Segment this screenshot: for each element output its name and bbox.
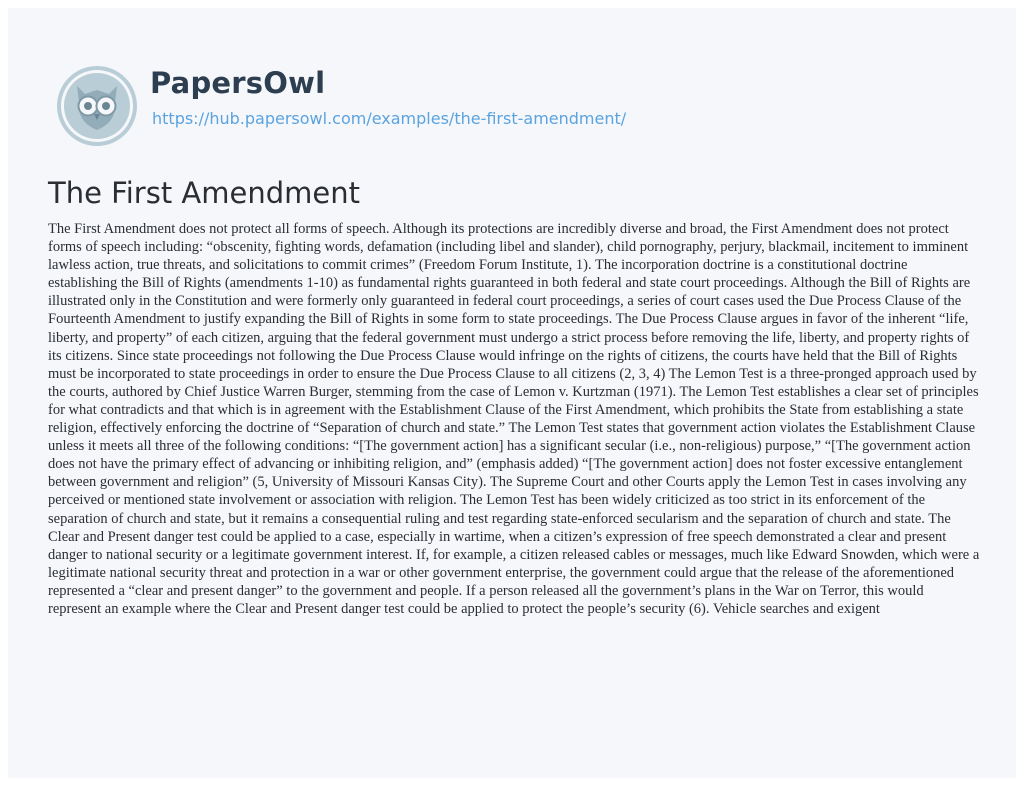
owl-logo-icon <box>55 64 139 148</box>
page-title: The First Amendment <box>48 176 360 210</box>
brand-name[interactable]: PapersOwl <box>150 66 326 100</box>
source-url-link[interactable]: https://hub.papersowl.com/examples/the-first-amendment/ <box>152 109 627 128</box>
document-card <box>8 8 1016 778</box>
article-body: The First Amendment does not protect all forms of speech. Although its protections are incredibly diverse and broad, the First Amendment does not protect forms of speech including: “obscenity, fighting words, defamation (including libel and slander), child pornography, perjury, blackmail, incitement to imminent lawless action, true threats, and solicitations to commit crimes” (Freedom Forum Institute, 1). The incorporation doctrine is a constitutional doctrine establishing the Bill of Rights (amendments 1-10) as fundamental rights guaranteed in both federal and state court proceedings. Although the Bill of Rights are illustrated only in the Constitution and were formerly only guaranteed in federal court proceedings, a series of court cases used the Due Process Clause of the Fourteenth Amendment to justify expanding the Bill of Rights in some form to state proceedings. The Due Process Clause argues in favor of the inherent “life, liberty, and property” of each citizen, arguing that the federal government must undergo a strict process before removing the life, liberty, and property rights of its citizens. Since state proceedings not following the Due Process Clause would infringe on the rights of citizens, the courts have held that the Bill of Rights must be incorporated to state proceedings in order to ensure the Due Process Clause to all citizens (2, 3, 4) The Lemon Test is a three-pronged approach used by the courts, authored by Chief Justice Warren Burger, stemming from the case of Lemon v. Kurtzman (1971). The Lemon Test establishes a clear set of principles for what contradicts and that which is in agreement with the Establishment Clause of the First Amendment, which prohibits the State from establishing a state religion, effectively enforcing the doctrine of “Separation of church and state.” The Lemon Test states that government action violates the Establishment Clause unless it meets all three of the following conditions: “[The government action] has a significant secular (i.e., non-religious) purpose,” “[The government action does not have the primary effect of advancing or inhibiting religion, and” (emphasis added) “[The government action] does not foster excessive entanglement between government and religion” (5, University of Missouri Kansas City). The Supreme Court and other Courts apply the Lemon Test in cases involving any perceived or mentioned state involvement or association with religion. The Lemon Test has been widely criticized as too strict in its enforcement of the separation of church and state, but it remains a consequential ruling and test regarding state-enforced secularism and the separation of church and state. The Clear and Present danger test could be applied to a case, especially in wartime, when a citizen’s expression of free speech demonstrated a clear and present danger to national security or a legitimate government interest. If, for example, a citizen released cables or messages, much like Edward Snowden, which were a legitimate national security threat and protection in a war or other government enterprise, the government could argue that the release of the aforementioned represented a “clear and present danger” to the government and people. If a person released all the government’s plans in the War on Terror, this would represent an example where the Clear and Present danger test could be applied to protect the people’s security (6). Vehicle searches and exigent <box>48 221 980 617</box>
